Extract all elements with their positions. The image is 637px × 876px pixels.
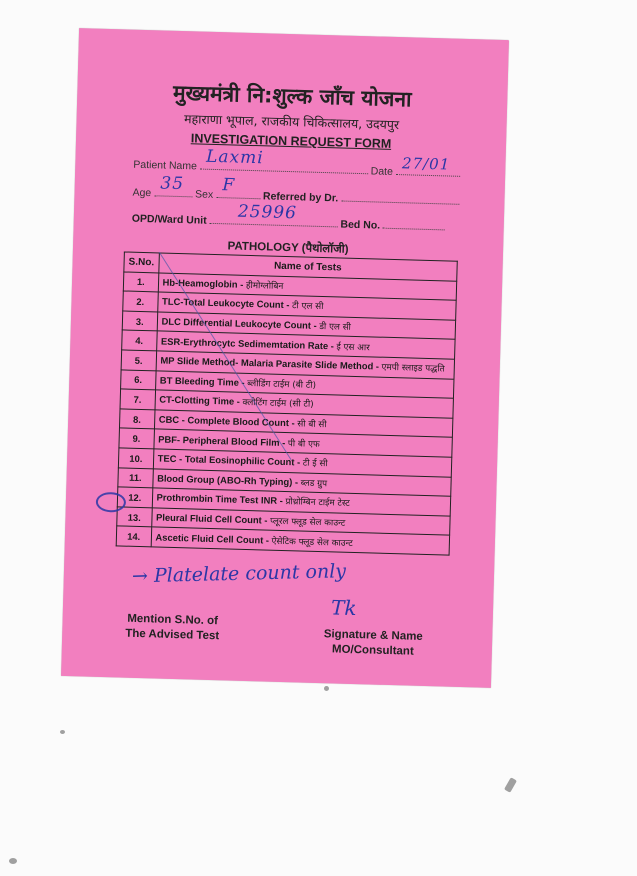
- sex-label: Sex: [194, 188, 214, 201]
- test-sno: 14.: [116, 526, 151, 547]
- hospital-name: महाराणा भूपाल, राजकीय चिकित्सालय, उदयपुर: [183, 111, 400, 133]
- form-title: INVESTIGATION REQUEST FORM: [190, 131, 392, 151]
- signature-line-2: MO/Consultant: [331, 643, 414, 658]
- test-sno: 12.: [117, 487, 152, 508]
- test-name-hi: ऐसेटिक फ्लूड सेल काउन्ट: [271, 536, 353, 549]
- test-name-hi: ब्लीडिंग टाईम (बी टी): [247, 378, 317, 391]
- patient-name-field[interactable]: [200, 146, 368, 175]
- test-name-en: TEC - Total Eosinophilic Count -: [157, 452, 301, 468]
- test-name-hi: सी बी सी: [297, 419, 327, 431]
- test-sno: 5.: [121, 350, 156, 371]
- test-name-en: CT-Clotting Time -: [159, 393, 241, 408]
- test-sno: 1.: [123, 272, 158, 293]
- date-label: Date: [370, 165, 394, 178]
- date-field[interactable]: [396, 154, 460, 177]
- test-name-en: Prothrombin Time Test INR -: [156, 491, 283, 507]
- opd-field[interactable]: [209, 201, 337, 228]
- test-sno: 6.: [121, 369, 156, 390]
- test-name-hi: प्लूरल फ्लूड सेल काउन्ट: [269, 516, 346, 529]
- test-sno: 3.: [122, 311, 157, 332]
- referred-field[interactable]: [341, 191, 459, 205]
- test-name-hi: डी एल सी: [319, 322, 352, 333]
- opd-row: [131, 201, 474, 235]
- test-name-en: ESR-Erythrocytc Sedimemtation Rate -: [160, 335, 335, 352]
- test-sno: 4.: [122, 330, 157, 351]
- test-name-hi: पी बी एफ: [287, 438, 320, 450]
- age-sex-row: [132, 173, 474, 209]
- test-name-en: Blood Group (ABO-Rh Typing) -: [157, 472, 299, 488]
- test-name-en: MP Slide Method- Malaria Parasite Slide Method -: [160, 354, 380, 372]
- date-value: 27/01: [401, 154, 451, 174]
- investigation-request-form: [61, 28, 509, 688]
- test-sno: 7.: [120, 389, 155, 410]
- test-name-hi: हीमोग्लोबिन: [245, 280, 284, 292]
- opd-label: OPD/Ward Unit: [131, 212, 207, 227]
- test-name-hi: टी एल सी: [291, 301, 324, 313]
- tests-body: [116, 272, 457, 556]
- age-label: Age: [132, 186, 152, 200]
- scheme-title: मुख्यमंत्री नि:शुल्क जाँच योजना: [172, 80, 412, 112]
- advised-line-1: Mention S.No. of: [127, 612, 219, 628]
- test-name-hi: टी ई सी: [302, 458, 328, 470]
- test-sno: 13.: [117, 507, 152, 528]
- test-sno: 8.: [119, 409, 154, 430]
- test-name-en: DLC Differential Leukocyte Count -: [161, 315, 317, 331]
- scan-speck: [9, 858, 17, 864]
- handwritten-initials: Tk: [330, 595, 357, 621]
- pathology-title: PATHOLOGY (पैथोलॉजी): [227, 240, 349, 256]
- opd-value: 25996: [237, 201, 298, 224]
- advised-test-note: [112, 611, 233, 644]
- test-name-hi: क्लोटिंग टाईम (सी टी): [242, 398, 314, 411]
- scan-speck: [324, 686, 329, 691]
- test-name-hi: ब्लड ग्रुप: [300, 478, 328, 490]
- test-sno: 11.: [118, 467, 153, 488]
- sno-header: S.No.: [124, 252, 159, 273]
- test-sno: 9.: [119, 428, 154, 449]
- age-field[interactable]: [154, 173, 192, 197]
- signature-line-1: Signature & Name: [323, 628, 423, 643]
- handwritten-note: → Platelate count only: [131, 560, 347, 588]
- test-name-en: TLC-Total Leukocyte Count -: [161, 296, 290, 311]
- test-name-hi: ई एस आर: [336, 342, 370, 354]
- test-sno: 10.: [118, 448, 153, 469]
- patient-name-label: Patient Name: [133, 158, 198, 173]
- test-name-en: PBF- Peripheral Blood Film -: [158, 433, 286, 448]
- bed-field[interactable]: [383, 218, 445, 231]
- bed-label: Bed No.: [340, 218, 381, 232]
- patient-name-value: Laxmi: [205, 146, 264, 169]
- tests-table: [116, 251, 458, 555]
- scan-speck: [60, 730, 65, 734]
- test-sno: 2.: [123, 291, 158, 312]
- signature-block: [308, 627, 439, 661]
- scan-speck: [504, 777, 517, 793]
- sex-field[interactable]: [216, 175, 260, 199]
- test-name-hi: प्रोथ्रोम्बिन टाईम टेस्ट: [285, 497, 350, 510]
- test-name-en: Hb-Heamoglobin -: [162, 276, 244, 290]
- sex-value: F: [222, 175, 236, 196]
- test-name-en: BT Bleeding Time -: [159, 374, 245, 388]
- test-name-en: Pleural Fluid Cell Count -: [155, 511, 268, 526]
- patient-name-row: [133, 146, 475, 181]
- test-name-en: Ascetic Fluid Cell Count -: [155, 531, 270, 546]
- test-name-header: Name of Tests: [158, 253, 457, 281]
- age-value: 35: [160, 173, 185, 195]
- referred-label: Referred by Dr.: [262, 190, 339, 205]
- test-name-hi: एमपी स्लाइड पद्धति: [381, 362, 445, 375]
- test-name-en: CBC - Complete Blood Count -: [158, 413, 295, 429]
- advised-line-2: The Advised Test: [125, 627, 220, 643]
